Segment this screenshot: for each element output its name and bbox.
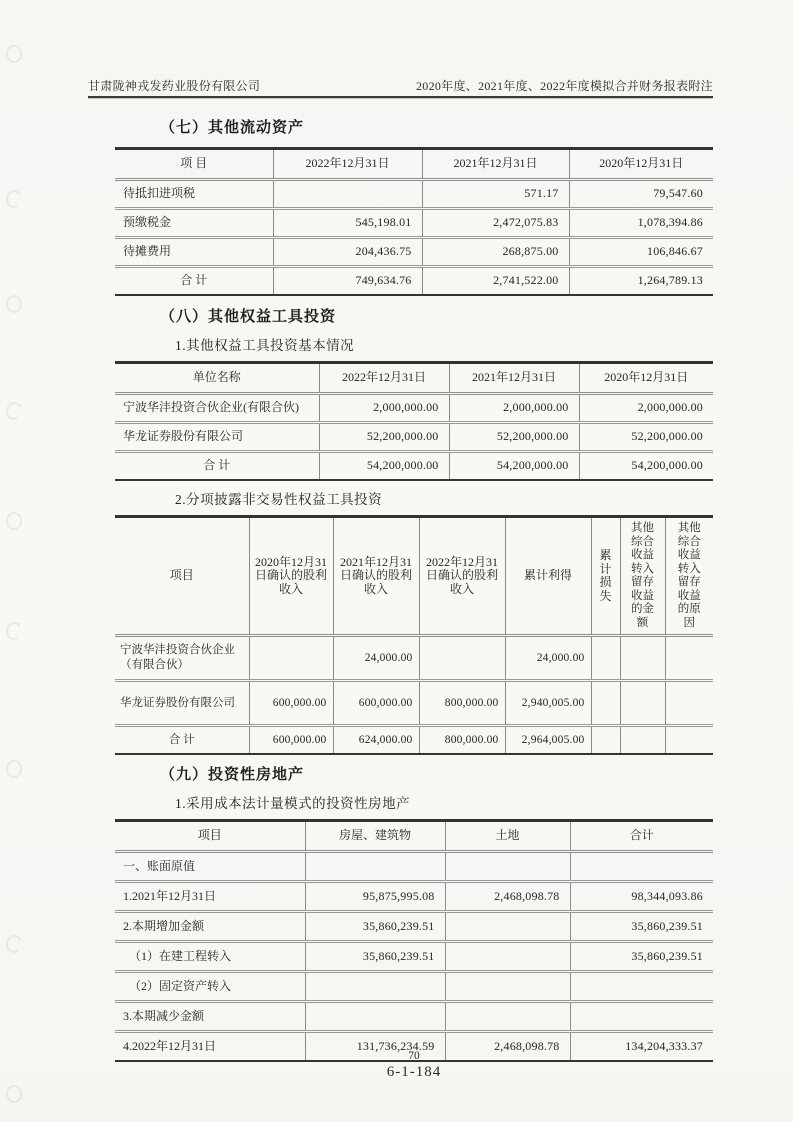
value-cell: 600,000.00 <box>249 726 333 755</box>
table-row <box>115 681 713 726</box>
section-9-sub1-title: 1.采用成本法计量模式的投资性房地产 <box>175 796 411 811</box>
row-label: 华龙证券股份有限公司 <box>115 423 319 452</box>
table-row <box>115 394 713 423</box>
value-cell: 2,940,005.00 <box>505 681 591 726</box>
value-cell <box>620 681 665 726</box>
value-cell: 35,860,239.51 <box>305 942 445 972</box>
column-header: 房屋、建筑物 <box>305 821 445 852</box>
equity-investment-basic-table <box>115 361 713 481</box>
column-header: 2021年12月31日 <box>422 149 569 180</box>
value-cell: 600,000.00 <box>333 681 419 726</box>
value-cell <box>620 726 665 755</box>
column-header: 其他综合收益转入留存收益的金额 <box>620 517 665 636</box>
value-cell: 106,846.67 <box>569 238 713 267</box>
row-label: 3.本期减少金额 <box>115 1002 305 1032</box>
table-row <box>115 209 713 238</box>
value-cell: 571.17 <box>422 180 569 209</box>
value-cell: 52,200,000.00 <box>449 423 579 452</box>
column-header: 合计 <box>570 821 713 852</box>
investment-property-table <box>115 819 713 1062</box>
value-cell: 800,000.00 <box>419 681 505 726</box>
section-8-title: （八）其他权益工具投资 <box>160 309 337 325</box>
section-7-title: （七）其他流动资产 <box>160 120 305 136</box>
value-cell: 749,634.76 <box>273 267 422 296</box>
table-row <box>115 882 713 912</box>
column-header: 项目 <box>115 517 249 636</box>
value-cell <box>570 972 713 1002</box>
value-cell: 2,000,000.00 <box>449 394 579 423</box>
value-cell <box>273 180 422 209</box>
column-header: 2022年12月31日 <box>273 149 422 180</box>
row-label: 2.本期增加金额 <box>115 912 305 942</box>
value-cell: 545,198.01 <box>273 209 422 238</box>
value-cell <box>665 681 713 726</box>
section-8-sub1-title: 1.其他权益工具投资基本情况 <box>175 338 355 353</box>
table-header-row <box>115 149 713 180</box>
value-cell: 35,860,239.51 <box>305 912 445 942</box>
value-cell: 52,200,000.00 <box>579 423 713 452</box>
value-cell: 35,860,239.51 <box>570 912 713 942</box>
column-header: 2021年12月31日确认的股利收入 <box>333 517 419 636</box>
scan-hole-mark <box>6 512 22 530</box>
non-trading-equity-detail-table <box>115 515 713 755</box>
value-cell: 2,472,075.83 <box>422 209 569 238</box>
scan-hole-mark <box>4 620 24 641</box>
scan-hole-mark <box>6 1085 22 1103</box>
value-cell: 54,200,000.00 <box>449 452 579 481</box>
value-cell <box>620 636 665 681</box>
page-footer <box>115 1050 713 1081</box>
total-label: 合 计 <box>115 452 319 481</box>
row-label: 华龙证券股份有限公司 <box>115 681 249 726</box>
total-row <box>115 452 713 481</box>
value-cell: 204,436.75 <box>273 238 422 267</box>
scan-hole-mark <box>6 760 22 778</box>
value-cell: 54,200,000.00 <box>579 452 713 481</box>
row-label: 预缴税金 <box>115 209 273 238</box>
row-label: （1）在建工程转入 <box>115 942 305 972</box>
value-cell: 24,000.00 <box>505 636 591 681</box>
value-cell: 35,860,239.51 <box>570 942 713 972</box>
table-row <box>115 238 713 267</box>
row-label: 待抵扣进项税 <box>115 180 273 209</box>
column-header: 项目 <box>115 821 305 852</box>
table-header-row <box>115 821 713 852</box>
header-rule <box>88 96 713 98</box>
value-cell: 2,964,005.00 <box>505 726 591 755</box>
column-header: 2021年12月31日 <box>449 363 579 394</box>
column-header: 累计利得 <box>505 517 591 636</box>
total-row <box>115 267 713 296</box>
value-cell: 1,264,789.13 <box>569 267 713 296</box>
column-header: 其他综合收益转入留存收益的原因 <box>665 517 713 636</box>
value-cell <box>249 636 333 681</box>
scan-hole-mark <box>4 188 24 209</box>
value-cell <box>665 636 713 681</box>
scan-hole-mark <box>4 933 24 954</box>
table-row <box>115 423 713 452</box>
column-header: 2020年12月31日 <box>579 363 713 394</box>
value-cell: 52,200,000.00 <box>319 423 449 452</box>
column-header: 2020年12月31日 <box>569 149 713 180</box>
row-label: 1.2021年12月31日 <box>115 882 305 912</box>
value-cell: 600,000.00 <box>249 681 333 726</box>
section-9-title: （九）投资性房地产 <box>160 767 305 783</box>
value-cell: 1,078,394.86 <box>569 209 713 238</box>
value-cell: 268,875.00 <box>422 238 569 267</box>
value-cell: 54,200,000.00 <box>319 452 449 481</box>
scan-hole-mark <box>4 400 24 421</box>
company-name: 甘肃陇神戎发药业股份有限公司 <box>88 79 261 93</box>
other-current-assets-table <box>115 147 713 296</box>
value-cell: 2,741,522.00 <box>422 267 569 296</box>
value-cell <box>665 726 713 755</box>
value-cell: 24,000.00 <box>333 636 419 681</box>
total-label: 合 计 <box>115 267 273 296</box>
value-cell <box>570 852 713 882</box>
value-cell <box>445 912 570 942</box>
column-header: 2022年12月31日确认的股利收入 <box>419 517 505 636</box>
table-row <box>115 912 713 942</box>
table-header-row <box>115 517 713 636</box>
table-row <box>115 852 713 882</box>
row-label: 宁波华沣投资合伙企业（有限合伙） <box>115 636 249 681</box>
scan-hole-mark <box>6 295 22 313</box>
table-row <box>115 1002 713 1032</box>
column-header: 2020年12月31日确认的股利收入 <box>249 517 333 636</box>
value-cell <box>445 942 570 972</box>
row-label: 一、账面原值 <box>115 852 305 882</box>
table-header-row <box>115 363 713 394</box>
value-cell <box>305 972 445 1002</box>
value-cell <box>570 1002 713 1032</box>
document-header <box>88 77 713 94</box>
scan-hole-mark <box>6 45 22 63</box>
row-label: 待摊费用 <box>115 238 273 267</box>
column-header: 累计损失 <box>591 517 620 636</box>
total-label: 合 计 <box>115 726 249 755</box>
value-cell: 134,204,333.37 <box>570 1032 713 1062</box>
value-cell: 2,468,098.78 <box>445 882 570 912</box>
value-cell <box>591 681 620 726</box>
section-8-sub2-title: 2.分项披露非交易性权益工具投资 <box>175 492 383 507</box>
column-header: 2022年12月31日 <box>319 363 449 394</box>
page-number: 70 <box>408 1050 420 1062</box>
value-cell: 2,000,000.00 <box>319 394 449 423</box>
column-header: 单位名称 <box>115 363 319 394</box>
value-cell: 98,344,093.86 <box>570 882 713 912</box>
value-cell <box>445 972 570 1002</box>
row-label: 4.2022年12月31日 <box>115 1032 305 1062</box>
value-cell <box>591 726 620 755</box>
value-cell <box>445 1002 570 1032</box>
report-title: 2020年度、2021年度、2022年度模拟合并财务报表附注 <box>415 79 713 93</box>
row-label: 宁波华沣投资合伙企业(有限合伙) <box>115 394 319 423</box>
page-content <box>115 110 713 1062</box>
value-cell: 2,000,000.00 <box>637 400 703 415</box>
value-cell: 95,875,995.08 <box>305 882 445 912</box>
value-cell: 624,000.00 <box>333 726 419 755</box>
value-cell: 131,736,234.59 <box>305 1032 445 1062</box>
value-cell: 79,547.60 <box>653 186 703 201</box>
doc-number: 6-1-184 <box>386 1064 442 1080</box>
value-cell: 800,000.00 <box>419 726 505 755</box>
row-label: （2）固定资产转入 <box>115 972 305 1002</box>
value-cell <box>591 636 620 681</box>
value-cell <box>445 852 570 882</box>
column-header: 项 目 <box>115 149 273 180</box>
table-row <box>115 972 713 1002</box>
table-row <box>115 636 713 681</box>
total-row <box>115 726 713 755</box>
column-header: 土地 <box>445 821 570 852</box>
value-cell <box>419 636 505 681</box>
value-cell <box>305 1002 445 1032</box>
value-cell: 2,468,098.78 <box>445 1032 570 1062</box>
table-row <box>115 180 713 209</box>
table-row <box>115 942 713 972</box>
value-cell <box>305 852 445 882</box>
